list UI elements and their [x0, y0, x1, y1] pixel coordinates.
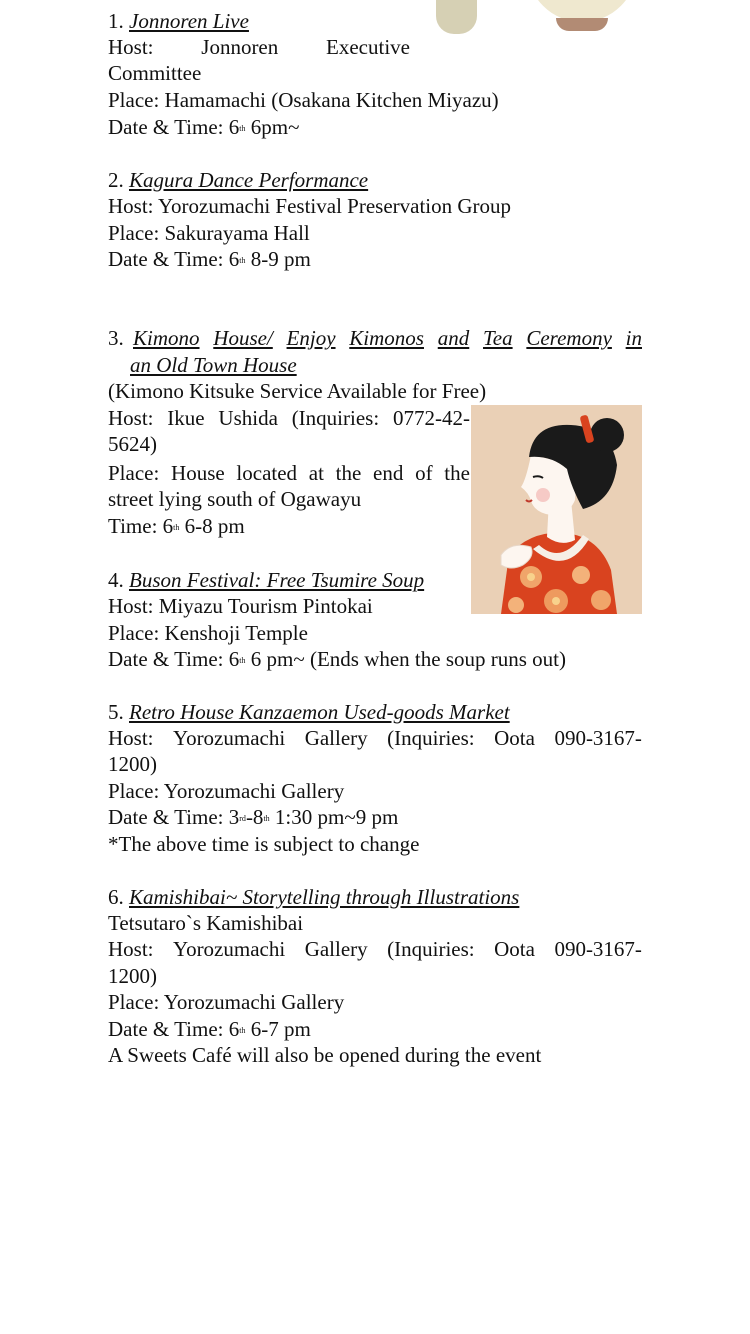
event-1-host: Host: Jonnoren Executive — [108, 35, 410, 59]
event-1-place: Place: Hamamachi (Osakana Kitchen Miyazu) — [108, 88, 499, 112]
event-2-host: Host: Yorozumachi Festival Preservation Group — [108, 194, 512, 218]
kimono-woman-drawing — [471, 405, 642, 614]
event-5-datetime: Date & Time: 3rd-8th 1:30 pm~9 pm — [108, 805, 399, 829]
event-4-datetime: Date & Time: 6th 6 pm~ (Ends when the soup runs out) — [108, 647, 566, 671]
event-3-host: Host: Ikue Ushida (Inquiries: 0772-42- — [108, 406, 470, 430]
event-1-host-cont: Committee — [108, 61, 202, 85]
event-6-subtitle: Tetsutaro`s Kamishibai — [108, 911, 304, 935]
event-3-title-cont: an Old Town House — [130, 353, 297, 377]
event-4-host: Host: Miyazu Tourism Pintokai — [108, 594, 373, 618]
event-2-title: 2. Kagura Dance Performance — [108, 168, 369, 192]
event-1-title: 1. Jonnoren Live — [108, 9, 249, 33]
event-3-note: (Kimono Kitsuke Service Available for Free) — [108, 379, 487, 403]
event-4-title: 4. Buson Festival: Free Tsumire Soup — [108, 568, 425, 592]
event-3-title: Kimono House/ Enjoy Kimonos and Tea Ceremony in — [133, 326, 642, 350]
event-3-place-cont: street lying south of Ogawayu — [108, 487, 362, 511]
event-6-host: Host: Yorozumachi Gallery (Inquiries: Oota 090-3167- — [108, 937, 642, 961]
event-3-time: Time: 6th 6-8 pm — [108, 514, 245, 538]
event-6-note: A Sweets Café will also be opened during the event — [108, 1043, 542, 1067]
event-2-datetime: Date & Time: 6th 8-9 pm — [108, 247, 311, 271]
event-3-host-cont: 5624) — [108, 432, 157, 456]
event-5-title: 5. Retro House Kanzaemon Used-goods Market — [108, 700, 510, 724]
kimono-woman-illustration — [471, 405, 642, 614]
event-6-host-cont: 1200) — [108, 964, 157, 988]
event-6-title: 6. Kamishibai~ Storytelling through Illustrations — [108, 885, 520, 909]
event-3-place: Place: House located at the end of the — [108, 461, 470, 485]
event-5-place: Place: Yorozumachi Gallery — [108, 779, 345, 803]
event-3-num: 3. — [108, 326, 124, 350]
teacup-illustration — [436, 0, 477, 34]
event-4-place: Place: Kenshoji Temple — [108, 621, 308, 645]
event-6-place: Place: Yorozumachi Gallery — [108, 990, 345, 1014]
event-2-place: Place: Sakurayama Hall — [108, 221, 310, 245]
event-5-note: *The above time is subject to change — [108, 832, 420, 856]
event-5-host-cont: 1200) — [108, 752, 157, 776]
bowl-foot-illustration — [556, 18, 608, 31]
event-5-host: Host: Yorozumachi Gallery (Inquiries: Oota 090-3167- — [108, 726, 642, 750]
event-1-datetime: Date & Time: 6th 6pm~ — [108, 115, 300, 139]
event-6-datetime: Date & Time: 6th 6-7 pm — [108, 1017, 311, 1041]
